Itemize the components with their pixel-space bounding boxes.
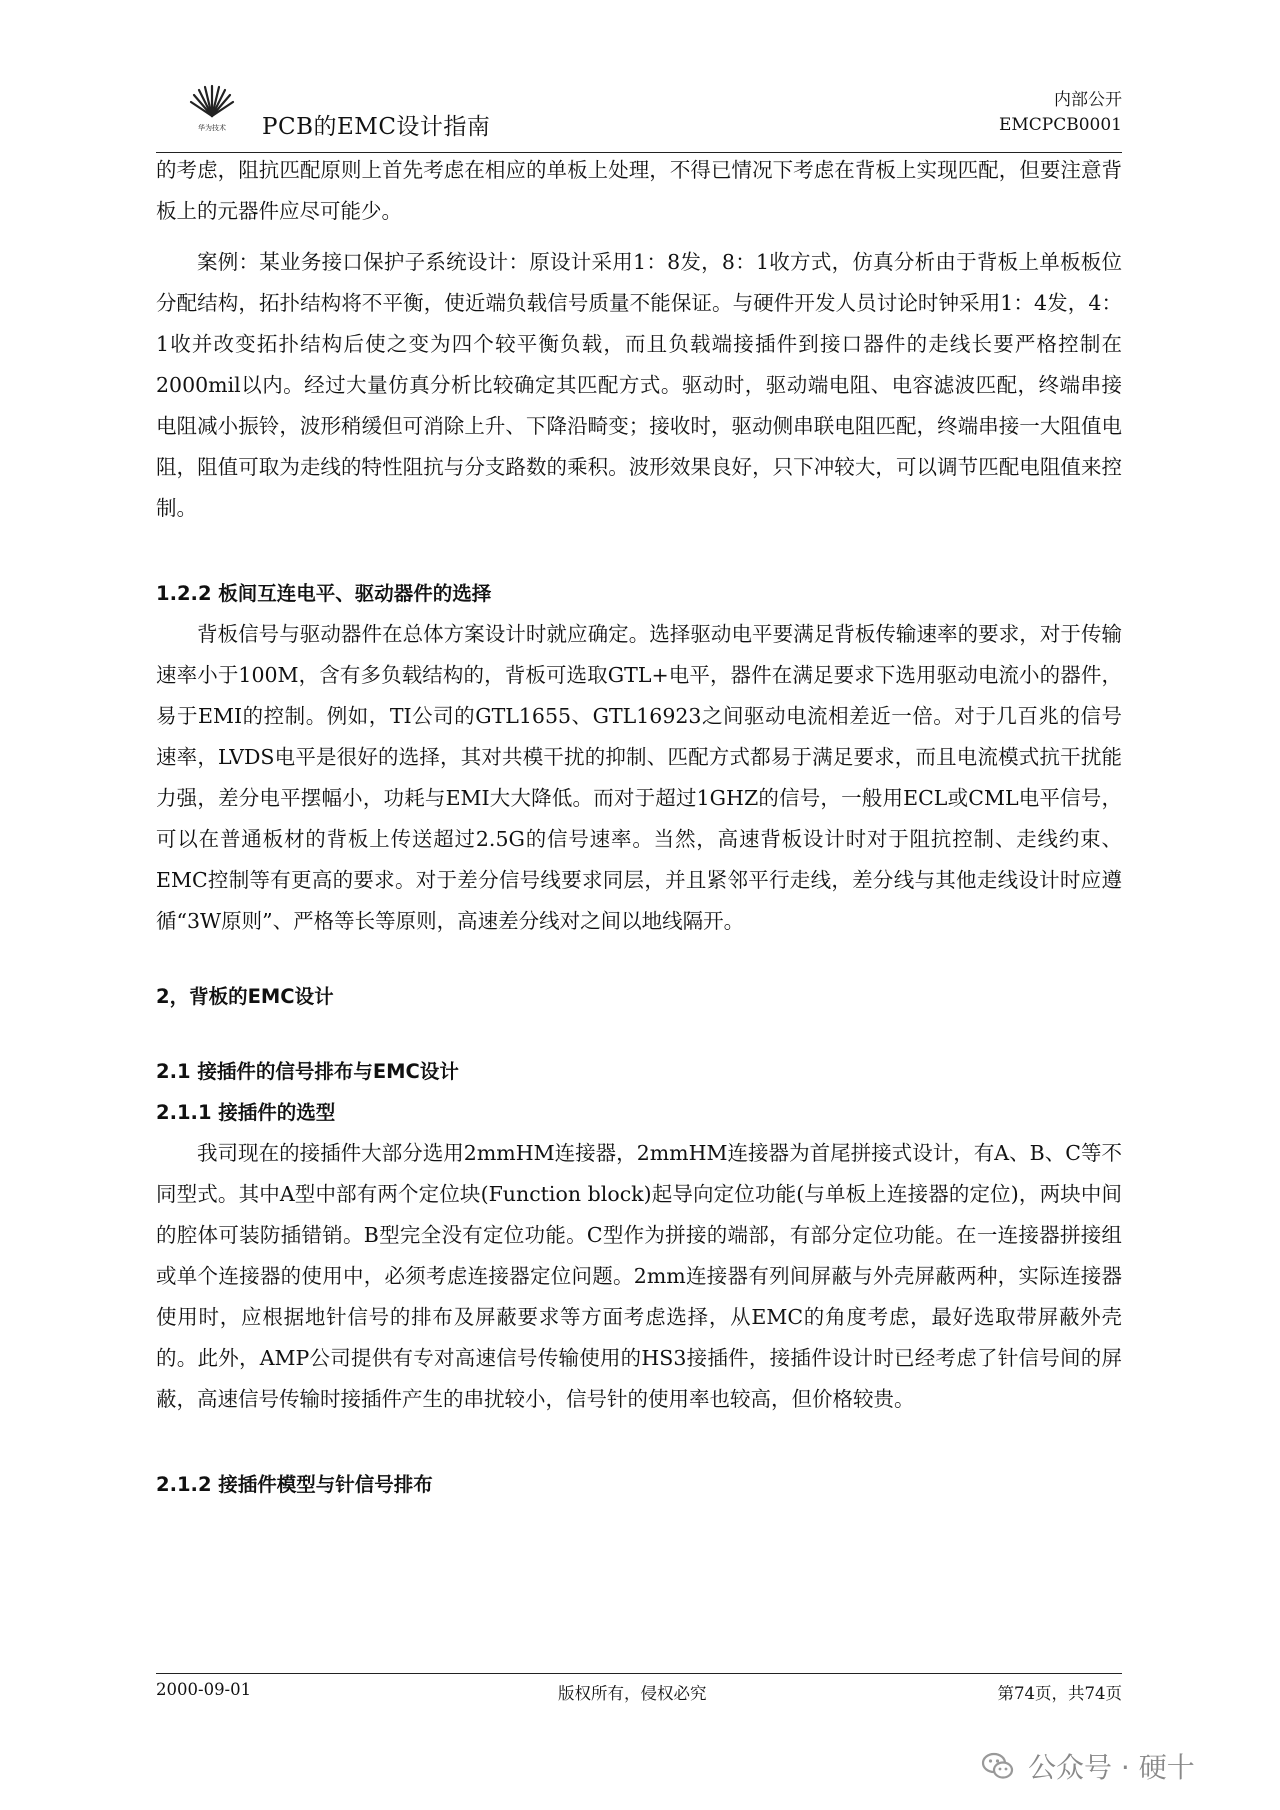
section-heading-1-2-2: 1.2.2 板间互连电平、驱动器件的选择: [156, 582, 492, 605]
wechat-watermark: [980, 1744, 1195, 1788]
paragraph-case-study: 案例：某业务接口保护子系统设计：原设计采用1：8发，8：1收方式，仿真分析由于背板上单板板位分配结构，拓扑结构将不平衡，使近端负载信号质量不能保证。与硬件开发人员讨论时钟采用1：4发，4：1收并改变拓扑结构后使之变为四个较平衡负载，而且负载端接插件到接口器件的走线长要严格控制在2000mil以内。经过大量仿真分析比较确定其匹配方式。驱动时，驱动端电阻、电容滤波匹配，终端串接电阻减小振铃，波形稍缓但可消除上升、下降沿畸变；接收时，驱动侧串联电阻匹配，终端串接一大阻值电阻，阻值可取为走线的特性阻抗与分支路数的乘积。波形效果良好，只下冲较大，可以调节匹配电阻值来控制。: [156, 250, 1122, 520]
footer-date: 2000-09-01: [156, 1680, 252, 1699]
classification-label: 内部公开: [1054, 90, 1122, 110]
huawei-logo: [186, 80, 238, 132]
paragraph: 我司现在的接插件大部分选用2mmHM连接器，2mmHM连接器为首尾拼接式设计，有A、B、C等不同型式。其中A型中部有两个定位块(Function block)起导向定位功能(与单板上连接器的定位)，两块中间的腔体可装防插错销。B型完全没有定位功能。C型作为拼接的端部，有部分定位功能。在一连接器拼接组或单个连接器的使用中，必须考虑连接器定位问题。2mm连接器有列间屏蔽与外壳屏蔽两种，实际连接器使用时，应根据地针信号的排布及屏蔽要求等方面考虑选择，从EMC的角度考虑，最好选取带屏蔽外壳的。此外，AMP公司提供有专对高速信号传输使用的HS3接插件，接插件设计时已经考虑了针信号间的屏蔽，高速信号传输时接插件产生的串扰较小，信号针的使用率也较高，但价格较贵。: [156, 1141, 1122, 1411]
svg-text:华为技术: 华为技术: [198, 124, 226, 132]
wechat-icon: [980, 1748, 1016, 1784]
page-header: [156, 80, 1122, 153]
section-heading-2: 2，背板的EMC设计: [156, 985, 334, 1008]
footer-page-number: 第74页，共74页: [997, 1684, 1122, 1703]
section-heading-2-1: 2.1 接插件的信号排布与EMC设计: [156, 1060, 459, 1083]
document-body: [156, 150, 1122, 1505]
document-id: EMCPCB0001: [998, 115, 1122, 135]
section-heading-2-1-2: 2.1.2 接插件模型与针信号排布: [156, 1473, 433, 1496]
page-footer: [156, 1673, 1122, 1704]
footer-copyright: 版权所有，侵权必究: [558, 1684, 707, 1703]
paragraph: 的考虑，阻抗匹配原则上首先考虑在相应的单板上处理，不得已情况下考虑在背板上实现匹配，但要注意背板上的元器件应尽可能少。: [156, 158, 1122, 223]
watermark-text: 公众号 · 硬十: [1028, 1751, 1195, 1784]
paragraph: 背板信号与驱动器件在总体方案设计时就应确定。选择驱动电平要满足背板传输速率的要求，对于传输速率小于100M，含有多负载结构的，背板可选取GTL+电平，器件在满足要求下选用驱动电流小的器件，易于EMI的控制。例如，TI公司的GTL1655、GTL16923之间驱动电流相差近一倍。对于几百兆的信号速率，LVDS电平是很好的选择，其对共模干扰的抑制、匹配方式都易于满足要求，而且电流模式抗干扰能力强，差分电平摆幅小，功耗与EMI大大降低。而对于超过1GHZ的信号，一般用ECL或CML电平信号，可以在普通板材的背板上传送超过2.5G的信号速率。当然，高速背板设计时对于阻抗控制、走线约束、EMC控制等有更高的要求。对于差分信号线要求同层，并且紧邻平行走线，差分线与其他走线设计时应遵循“3W原则”、严格等长等原则，高速差分线对之间以地线隔开。: [156, 622, 1122, 933]
document-title: PCB的EMC设计指南: [262, 114, 491, 140]
header-meta: [999, 88, 1122, 138]
section-heading-2-1-1: 2.1.1 接插件的选型: [156, 1101, 336, 1124]
